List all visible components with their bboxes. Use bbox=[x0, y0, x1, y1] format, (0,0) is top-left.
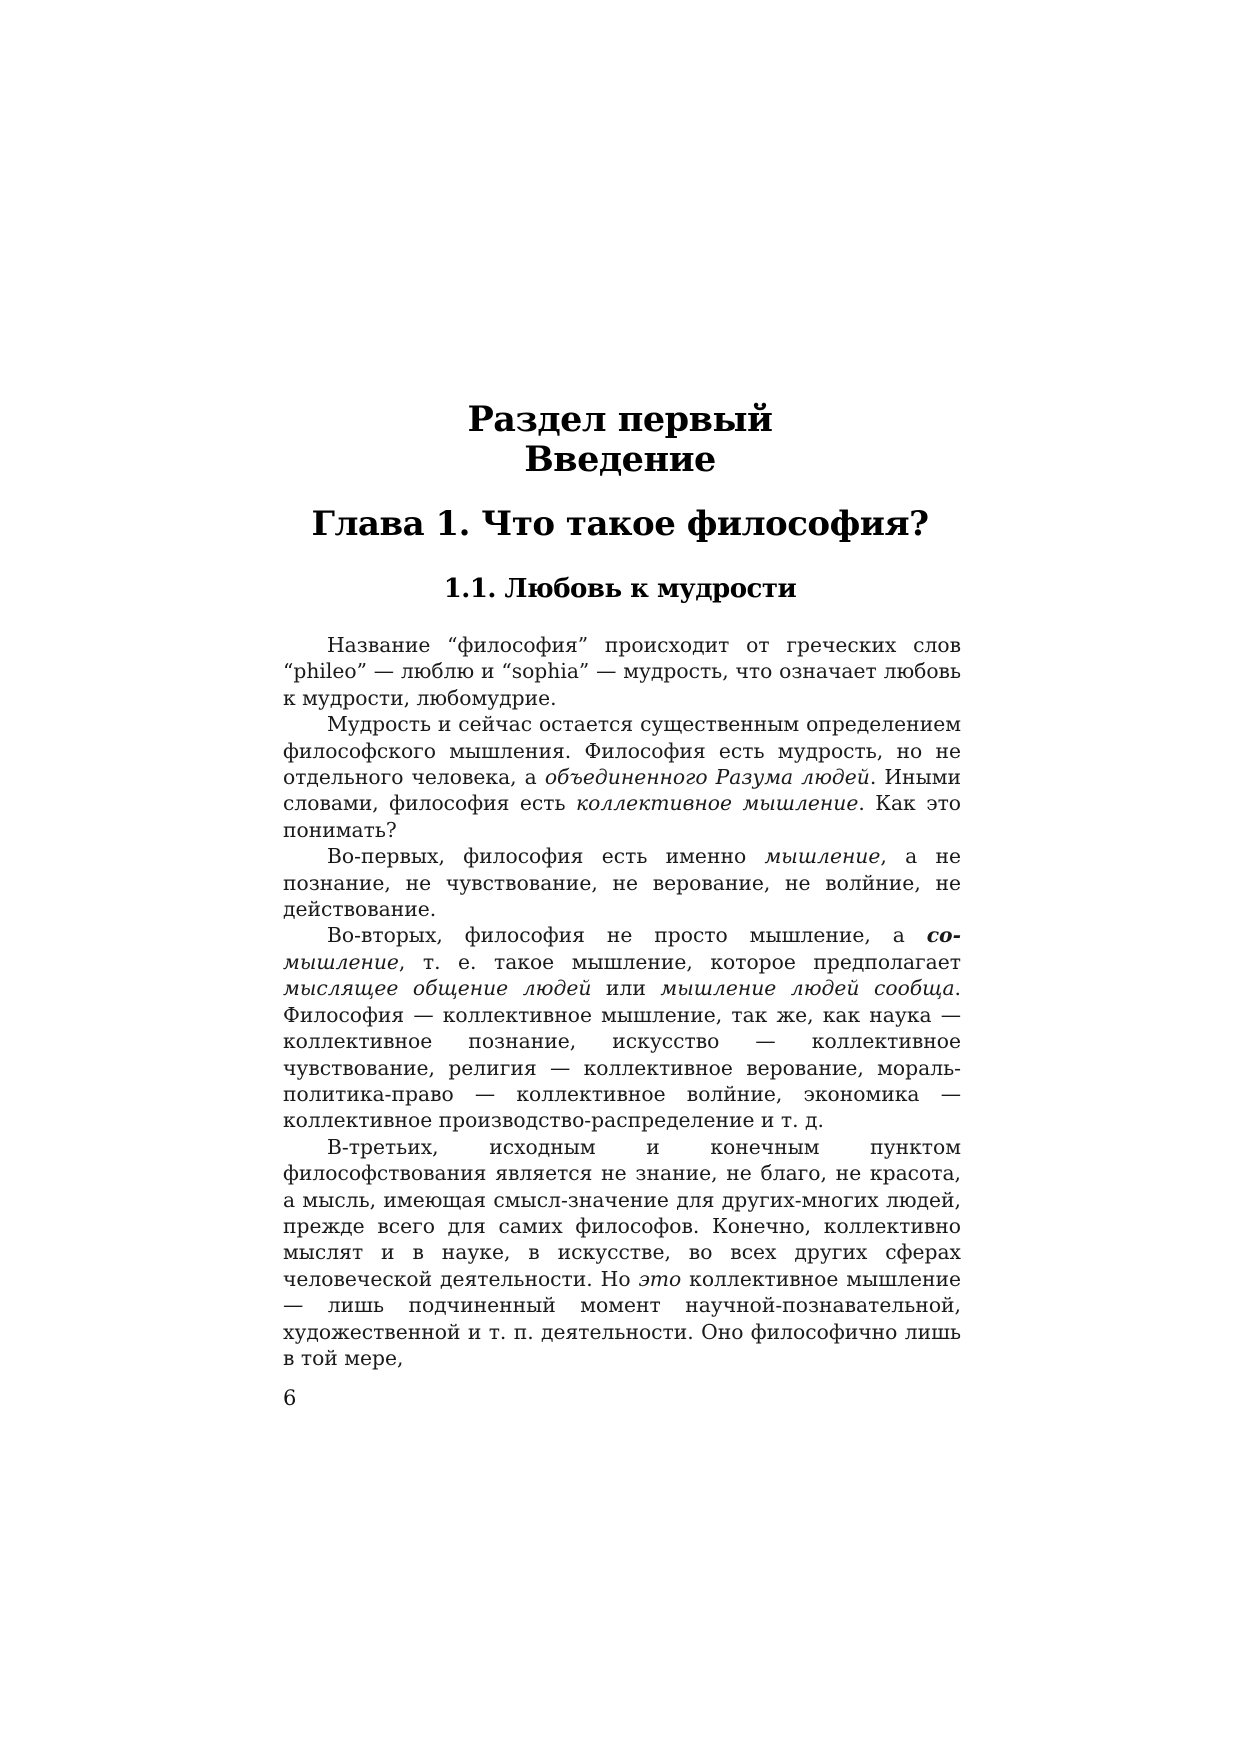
paragraph bbox=[283, 632, 961, 711]
paragraph-text: , а не познание, не чувствование, не верование, не волйние, не действование. bbox=[283, 844, 962, 922]
paragraph bbox=[283, 711, 961, 843]
paragraph-text: Во-вторых, философия не просто мышление, а bbox=[327, 923, 927, 948]
page-number: 6 bbox=[283, 1386, 297, 1410]
emphasized-text: коллективное мышление bbox=[576, 791, 859, 816]
paragraph-text: Мудрость и сейчас остается существенным определением философского мышления. Философия есть мудрость, но не отдельного человека, а bbox=[283, 712, 961, 790]
paragraph-text: , т. е. такое мышление, которое предполагает bbox=[398, 949, 961, 974]
emphasized-text: мыслящее общение людей bbox=[283, 976, 592, 1001]
emphasized-text: мышление bbox=[764, 844, 881, 869]
subsection-title: 1.1. Любовь к мудрости bbox=[443, 574, 797, 604]
paragraph-text: или bbox=[591, 976, 661, 1001]
paragraph-text: Во-первых, философия есть именно bbox=[327, 844, 765, 869]
paragraph bbox=[283, 922, 961, 1133]
emphasized-text: мышление bbox=[283, 949, 399, 974]
paragraph bbox=[283, 843, 961, 922]
emphasized-text: объединенного Разума людей bbox=[544, 765, 870, 790]
body-text bbox=[283, 632, 961, 1371]
bold-emphasized-text: со- bbox=[926, 923, 961, 948]
paragraph bbox=[283, 1134, 961, 1372]
emphasized-text: это bbox=[638, 1266, 682, 1291]
paragraph-text: . Иными словами, философия есть bbox=[283, 765, 961, 816]
section-heading bbox=[280, 400, 960, 480]
section-title: Раздел первый bbox=[467, 399, 773, 440]
paragraph-text: . Как это понимать? bbox=[283, 791, 962, 842]
paragraph-text: В-третьих, исходным и конечным пунктом философствования является не знание, не благо, не красота, а мысль, имеющая смысл-значение для других-многих людей, прежде всего для самих философов. Конечно, коллективно мыслят и в науке, в искусстве, во всех других сферах человеческой деятельности. Но bbox=[283, 1134, 961, 1291]
paragraph-text: коллективное мышление — лишь подчиненный момент научной-познавательной, художественной и т. п. деятельности. Оно философично лишь в той мере, bbox=[283, 1266, 961, 1370]
emphasized-text: мышление людей сообща bbox=[660, 976, 955, 1001]
paragraph-text: . Философия — коллективное мышление, так же, как наука — коллективное познание, искусство — коллективное чувствование, религия — коллективное верование, мораль-политика-право — коллективное волйние, экономика — коллективное производство-распределение и т. д. bbox=[283, 976, 961, 1133]
chapter-title: Глава 1. Что такое философия? bbox=[311, 504, 929, 544]
section-subtitle: Введение bbox=[524, 439, 716, 480]
paragraph-text: Название “философия” происходит от греческих слов “phileo” — люблю и “sophia” — мудрость, что означает любовь к мудрости, любомудрие. bbox=[283, 633, 961, 710]
